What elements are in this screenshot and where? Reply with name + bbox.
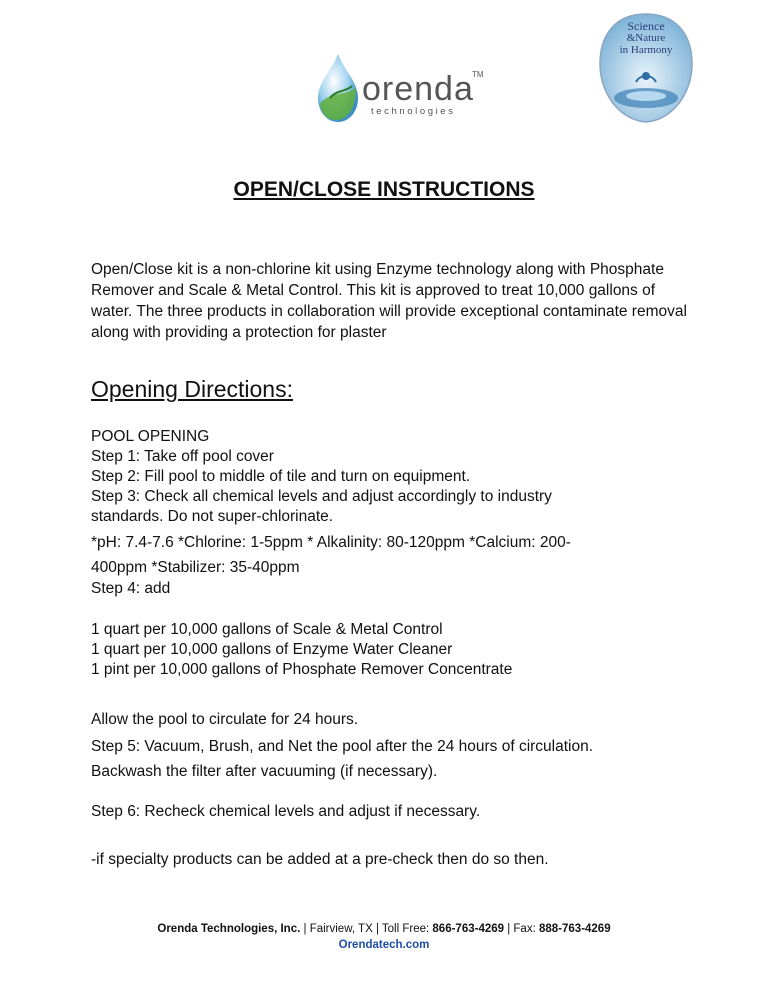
specialty-note: -if specialty products can be added at a pre-check then do so then. (91, 851, 549, 868)
footer-fax: 888-763-4269 (538, 923, 611, 935)
footer-contact-line (0, 921, 768, 937)
seal-text-line2: &Nature (626, 32, 666, 44)
logo-wordmark: orenda (362, 70, 474, 108)
orenda-logo (300, 48, 485, 128)
chemical-levels-line1: *pH: 7.4-7.6 *Chlorine: 1-5ppm * Alkalinity: 80-120ppm *Calcium: 200- (91, 534, 571, 551)
footer (0, 921, 768, 953)
footer-tollfree: 866-763-4269 (432, 923, 505, 935)
trademark-mark: TM (472, 70, 484, 79)
circulate-instruction: Allow the pool to circulate for 24 hours. (91, 711, 359, 728)
footer-fax-label: | Fax: (504, 923, 539, 935)
step-2: Step 2: Fill pool to middle of tile and turn on equipment. (91, 468, 471, 485)
seal-text-line3: in Harmony (619, 44, 673, 56)
step-1: Step 1: Take off pool cover (91, 448, 274, 465)
step-5-line2: Backwash the filter after vacuuming (if necessary). (91, 763, 438, 780)
chemical-levels-line2: 400ppm *Stabilizer: 35-40ppm (91, 559, 300, 576)
pool-opening-label: POOL OPENING (91, 428, 210, 445)
footer-company: Orenda Technologies, Inc. (157, 923, 301, 935)
step-5-line1: Step 5: Vacuum, Brush, and Net the pool after the 24 hours of circulation. (91, 738, 594, 755)
step-6: Step 6: Recheck chemical levels and adjust if necessary. (91, 803, 481, 820)
science-nature-seal (596, 12, 696, 124)
intro-paragraph: Open/Close kit is a non-chlorine kit using Enzyme technology along with Phosphate Remover and Scale & Metal Control. This kit is approved to treat 10,000 gallons of water. The three products in collaboration will provide exceptional contaminate removal along with providing a protection for plaster (91, 261, 687, 341)
logo-tagline: technologies (371, 106, 456, 117)
section-heading: Opening Directions: (91, 376, 293, 402)
website-link[interactable]: Orendatech.com (338, 939, 430, 951)
seal-text-line1: Science (627, 19, 665, 33)
step-4: Step 4: add (91, 580, 171, 597)
footer-location: | Fairview, TX | Toll Free: (300, 923, 433, 935)
page-title: OPEN/CLOSE INSTRUCTIONS (233, 178, 535, 201)
water-drop-icon (310, 52, 366, 124)
dose-item: 1 pint per 10,000 gallons of Phosphate Remover Concentrate (91, 661, 513, 678)
dose-item: 1 quart per 10,000 gallons of Enzyme Water Cleaner (91, 641, 453, 658)
dose-item: 1 quart per 10,000 gallons of Scale & Metal Control (91, 621, 443, 638)
step-3-line2: standards. Do not super-chlorinate. (91, 508, 334, 525)
step-3-line1: Step 3: Check all chemical levels and adjust accordingly to industry (91, 488, 552, 505)
